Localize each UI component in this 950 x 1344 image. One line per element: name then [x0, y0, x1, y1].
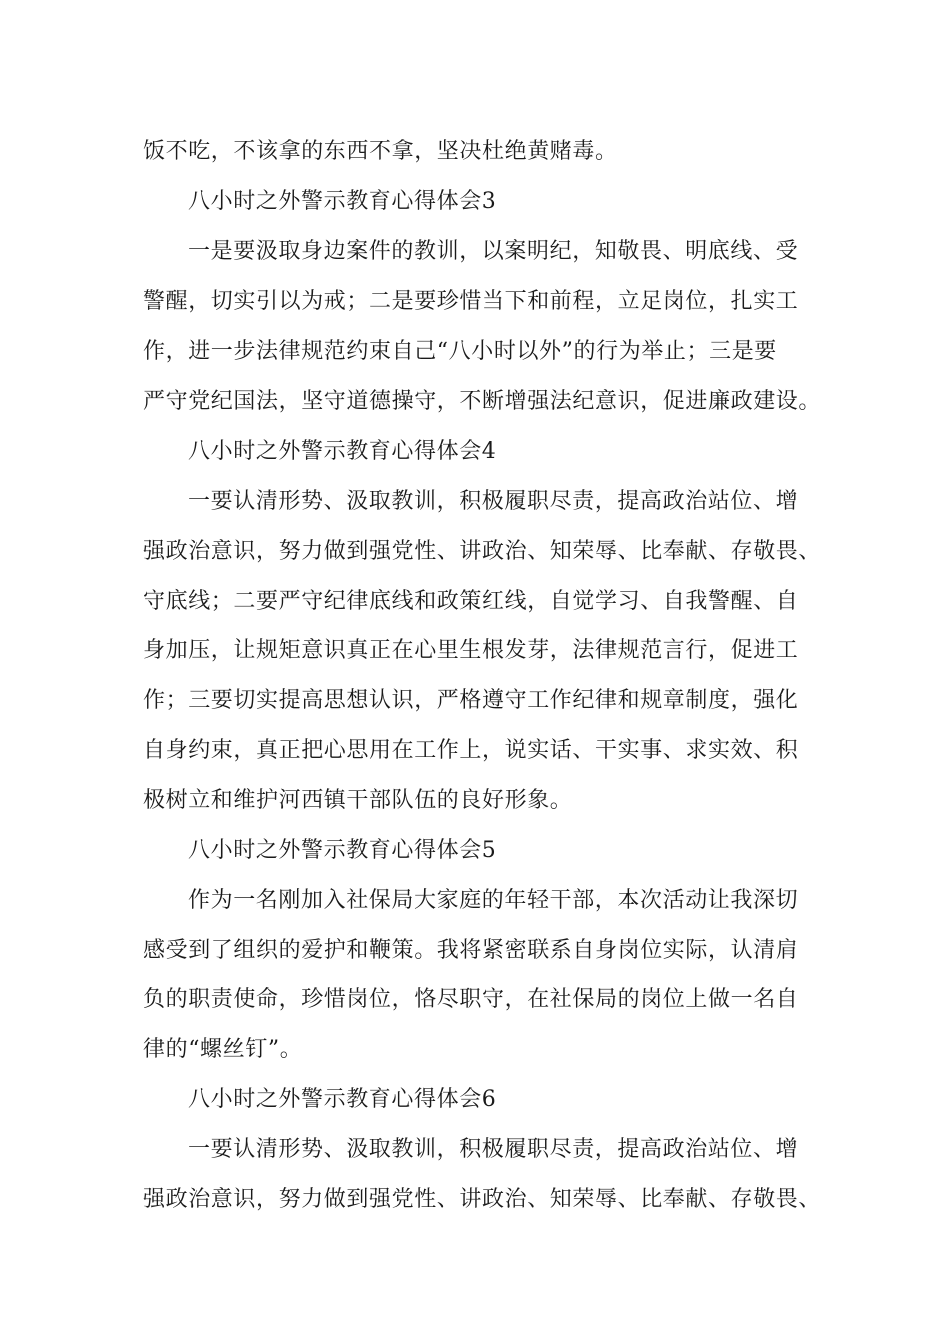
- text-line: 严守党纪国法，坚守道德操守，不断增强法纪意识，促进廉政建设。: [143, 389, 822, 414]
- section-heading-4: 八小时之外警示教育心得体会4: [188, 439, 497, 464]
- text-line: 感受到了组织的爱护和鞭策。我将紧密联系自身岗位实际，认清肩: [143, 938, 799, 963]
- text-line: 一要认清形势、汲取教训，积极履职尽责，提高政治站位、增: [188, 489, 799, 514]
- text-line: 守底线；二要严守纪律底线和政策红线，自觉学习、自我警醒、自: [143, 589, 799, 614]
- text-line: 律的“螺丝钉”。: [143, 1037, 303, 1062]
- text-line: 一要认清形势、汲取教训，积极履职尽责，提高政治站位、增: [188, 1137, 799, 1162]
- text-line: 饭不吃，不该拿的东西不拿，坚决杜绝黄赌毒。: [143, 139, 618, 164]
- section-heading-6: 八小时之外警示教育心得体会6: [188, 1087, 497, 1112]
- text-line: 警醒，切实引以为戒；二是要珍惜当下和前程，立足岗位，扎实工: [143, 289, 799, 314]
- text-line: 负的职责使命，珍惜岗位，恪尽职守，在社保局的岗位上做一名自: [143, 987, 799, 1012]
- text-line: 身加压，让规矩意识真正在心里生根发芽，法律规范言行，促进工: [143, 638, 799, 663]
- section-heading-3: 八小时之外警示教育心得体会3: [188, 189, 497, 214]
- text-line: 强政治意识，努力做到强党性、讲政治、知荣辱、比奉献、存敬畏、: [143, 539, 822, 564]
- text-line: 作；三要切实提高思想认识，严格遵守工作纪律和规章制度，强化: [143, 688, 799, 713]
- section-heading-5: 八小时之外警示教育心得体会5: [188, 838, 497, 863]
- text-line: 作，进一步法律规范约束自己“八小时以外”的行为举止；三是要: [143, 339, 777, 364]
- text-line: 一是要汲取身边案件的教训，以案明纪，知敬畏、明底线、受: [188, 239, 799, 264]
- text-line: 自身约束，真正把心思用在工作上，说实话、干实事、求实效、积: [143, 738, 799, 763]
- text-line: 强政治意识，努力做到强党性、讲政治、知荣辱、比奉献、存敬畏、: [143, 1187, 822, 1212]
- text-line: 极树立和维护河西镇干部队伍的良好形象。: [143, 788, 573, 813]
- text-line: 作为一名刚加入社保局大家庭的年轻干部，本次活动让我深切: [188, 888, 799, 913]
